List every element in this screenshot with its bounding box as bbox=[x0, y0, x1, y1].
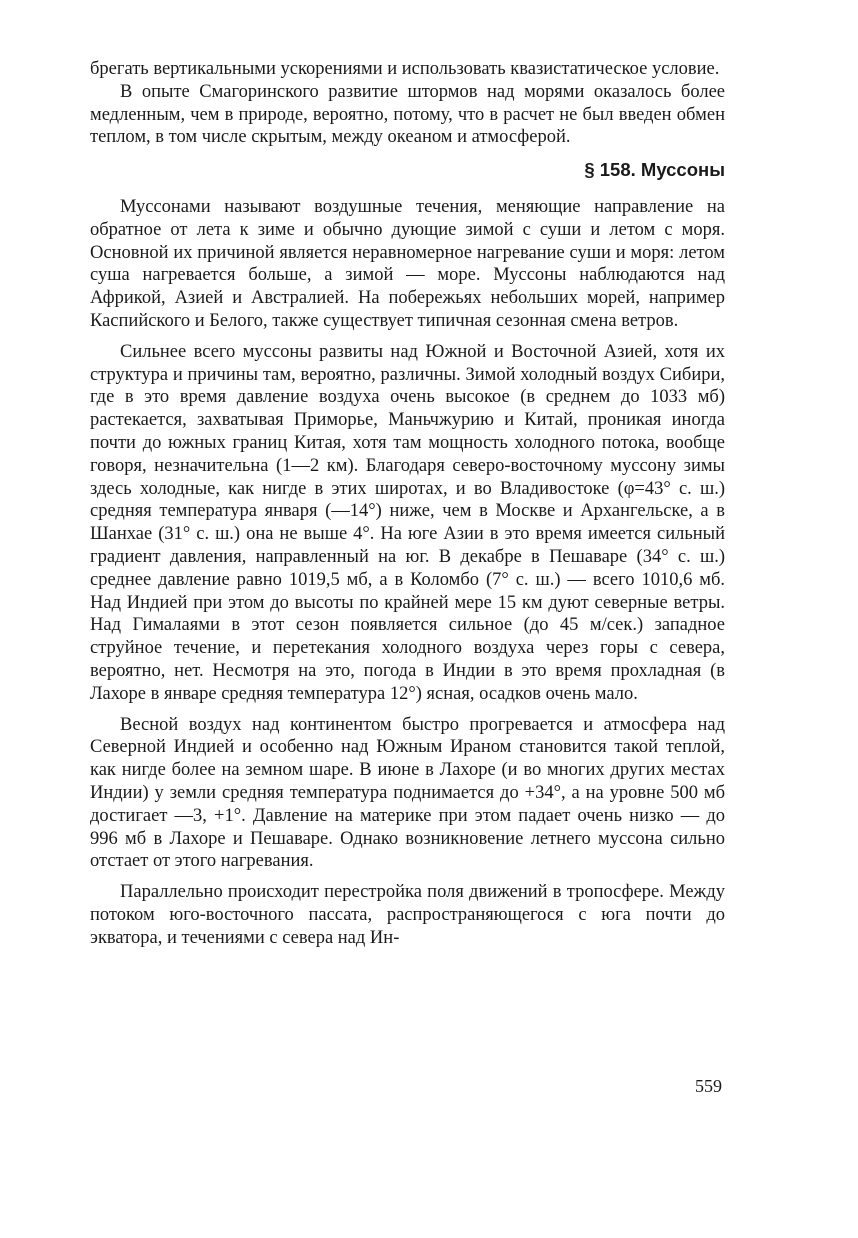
paragraph-continuation: брегать вертикальными ускорениями и использовать квазистатическое условие. bbox=[90, 59, 720, 79]
book-page bbox=[90, 58, 725, 949]
paragraph-monsoon-definition: Муссонами называют воздушные течения, меняющие направление на обратное от лета к зиме и обычно дующие зимой с суши и летом с моря. Основной их причиной является неравномерное нагревание суши и моря: летом суша нагревается больше, а зимой — море. Муссоны наблюдаются над Африкой, Азией и Австралией. На побережьях небольших морей, например Каспийского и Белого, также существует типичная сезонная смена ветров. bbox=[90, 196, 725, 331]
paragraph-troposphere: Параллельно происходит перестройка поля движений в тропосфере. Между потоком юго-восточного пассата, распространяющегося с юга почти до экватора, и течениями с севера над Ин- bbox=[90, 882, 725, 948]
page-number: 559 bbox=[695, 1076, 722, 1096]
paragraph-spring-warming: Весной воздух над континентом быстро прогревается и атмосфера над Северной Индией и особенно над Южным Ираном становится такой теплой, как нигде более на земном шаре. В июне в Лахоре (и во многих других местах Индии) у земли средняя температура поднимается до +34°, а на уровне 500 мб достигает —3, +1°. Давление на материке при этом падает очень низко — до 996 мб в Лахоре и Пешаваре. Однако возникновение летнего муссона сильно отстает от этого нагревания. bbox=[90, 714, 725, 872]
paragraph-smagorinsky: В опыте Смагоринского развитие штормов над морями оказалось более медленным, чем в природе, вероятно, потому, что в расчет не был введен обмен теплом, в том числе скрытым, между океаном и атмосферой. bbox=[90, 81, 725, 148]
section-heading: § 158. Муссоны bbox=[584, 159, 725, 181]
paragraph-south-east-asia: Сильнее всего муссоны развиты над Южной и Восточной Азией, хотя их структура и причины там, вероятно, различны. Зимой холодный воздух Сибири, где в это время давление воздуха очень высокое (в среднем до 1033 мб) растекается, захватывая Приморье, Маньчжурию и Китай, проникая иногда почти до южных границ Китая, хотя там мощность холодного потока, вообще говоря, незначительна (1—2 км). Благодаря северо-восточному муссону зимы здесь холодные, как нигде в этих широтах, и во Владивостоке (φ=43° с. ш.) средняя температура января (—14°) ниже, чем в Москве и Архангельске, а в Шанхае (31° с. ш.) она не выше 4°. На юге Азии в это время имеется сильный градиент давления, направленный на юг. В декабре в Пешаваре (34° с. ш.) среднее давление равно 1019,5 мб, а в Коломбо (7° с. ш.) — всего 1010,6 мб. Над Индией при этом до высоты по крайней мере 15 км дуют северные ветры. Над Гималаями в этот сезон появляется сильное (до 45 м/сек.) западное струйное течение, и перетекания холодного воздуха через горы с севера, вероятно, нет. Несмотря на это, погода в Индии в это время прохладная (в Лахоре в январе средняя температура 12°) ясная, осадков очень мало. bbox=[90, 341, 725, 704]
